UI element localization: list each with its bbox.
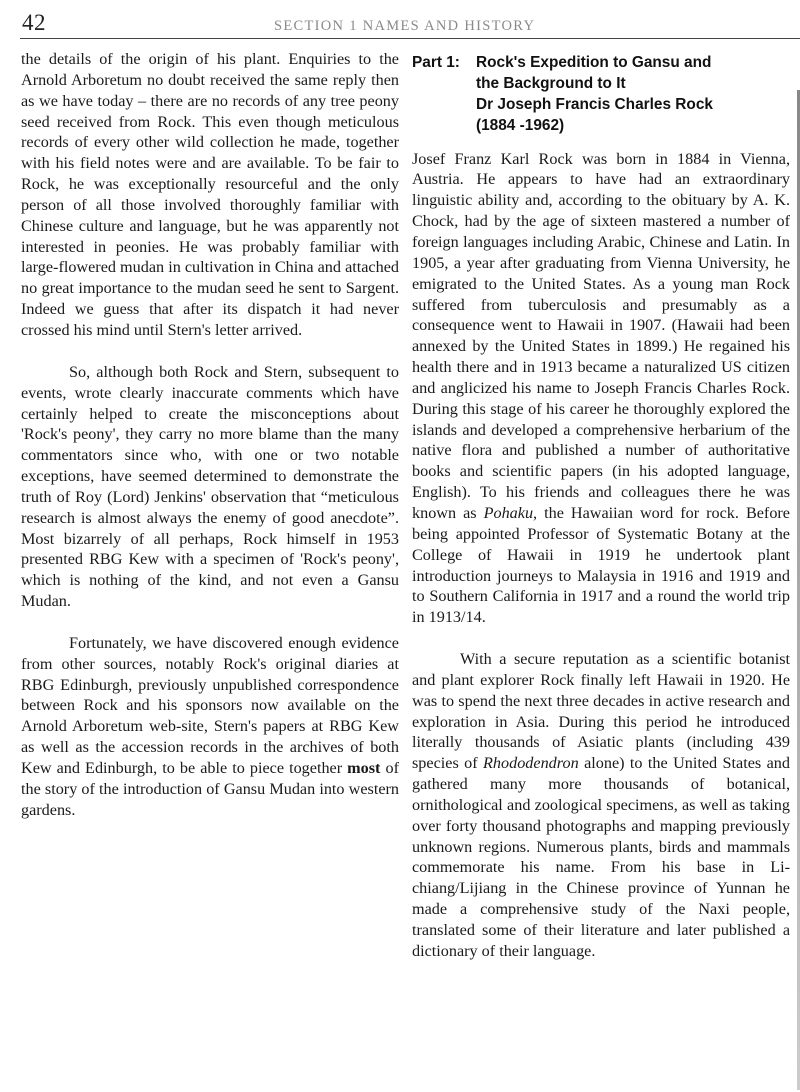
right-paragraph-2-italic: Rhododendron xyxy=(483,754,579,773)
left-paragraph-1: the details of the origin of his plant. Enquiries to the Arnold Arboretum no doubt received the same reply then as we have today – there are no records of any tree peony seed received from Rock. This even though meticulous records of every other wild collection he made, together with his field notes were and are available. To be fair to Rock, he was exceptionally resourceful and the only person of all those involved thoroughly familiar with Chinese culture and language, but he was apparently not interested in peonies. He was probably familiar with large-flowered mudan in cultivation in China and attached no great importance to the mudan seed he sent to Sargent. Indeed we guess that after its dispatch it had never crossed his mind until Stern's letter arrived. xyxy=(21,50,399,339)
header-rule xyxy=(20,38,800,39)
right-paragraph-2-text-a: With a secure reputation as a scientific botanist and plant explorer Rock finally left Hawaii in 1920. He was to spend the next three decades in active research and exploration in Asia. During this period he introduced literally thousands of Asiatic plants (including 439 species of xyxy=(412,650,790,773)
heading-line-1: Rock's Expedition to Gansu and xyxy=(476,54,712,71)
left-column xyxy=(21,49,399,821)
right-paragraph-1-text-b: , the Hawaiian word for rock. Before being appointed Professor of Systematic Botany at the College of Hawaii in 1919 he undertook plant introduction journeys to Malaysia in 1916 and 1919 and to Southern California in 1917 and a round the world trip in 1913/14. xyxy=(412,503,790,627)
right-paragraph-2 xyxy=(412,649,790,962)
heading-line-2: the Background to It xyxy=(476,74,626,92)
running-header: SECTION 1 NAMES AND HISTORY xyxy=(274,18,536,34)
right-paragraph-1-text-a: Josef Franz Karl Rock was born in 1884 in Vienna, Austria. He appears to have had an extraordinary linguistic ability and, according to the obituary by A. K. Chock, had by the age of sixteen mastered a number of foreign languages including Arabic, Chinese and Latin. In 1905, a year after graduating from Vienna University, he emigrated to the United States. As a young man Rock suffered from tuberculosis and presumably as a consequence went to Hawaii in 1907. (Hawaii had been annexed by the United States in 1899.) He regained his health there and in 1913 became a naturalized US citizen and anglicized his name to Joseph Francis Charles Rock. During this stage of his career he thoroughly explored the islands and developed a comprehensive herbarium of the native flora and published a number of authoritative books and scientific papers (in his adopted language, English). To his friends and colleagues there he was known as xyxy=(412,149,790,522)
left-paragraph-3-text-a: Fortunately, we have discovered enough evidence from other sources, notably Rock's original diaries at RBG Edinburgh, previously unpublished correspondence between Rock and his sponsors now available on the Arnold Arboretum web-site, Stern's papers at RBG Kew as well as the accession records in the archives of both Kew and Edinburgh, to be able to piece together xyxy=(21,633,399,777)
section-heading xyxy=(412,49,790,137)
left-paragraph-3-text-b: of the story of the introduction of Gansu Mudan into western gardens. xyxy=(21,759,399,819)
left-paragraph-2: So, although both Rock and Stern, subsequent to events, wrote clearly inaccurate comments which have certainly helped to create the misconceptions about 'Rock's peony', they carry no more blame than the many commentators since who, with one or two notable exceptions, have seemed determined to demonstrate the truth of Roy (Lord) Jenkins' observation that “meticulous research is almost always the enemy of good anecdote”. Most bizarrely of all perhaps, Rock himself in 1953 presented RBG Kew with a specimen of 'Rock's peony', which is nothing of the kind, and not even a Gansu Mudan. xyxy=(21,362,399,611)
right-paragraph-2-text-b: alone) to the United States and gathered many more thousands of botanical, ornithological and zoological specimens, as well as taking over forty thousand photographs and mapping previously unknown regions. Numerous plants, birds and mammals commemorate his name. From his base in Li-chiang/Lijiang in the Chinese province of Yunnan he made a comprehensive study of the Naxi people, translated some of their literature and later published a dictionary of their language. xyxy=(412,754,790,960)
right-column xyxy=(412,49,790,962)
right-paragraph-1-italic: Pohaku xyxy=(483,503,534,522)
right-paragraph-1 xyxy=(412,149,790,628)
heading-part-label: Part 1: xyxy=(412,54,460,71)
heading-line-3: Dr Joseph Francis Charles Rock xyxy=(476,95,713,113)
heading-line-4: (1884 -1962) xyxy=(476,116,565,134)
left-paragraph-3 xyxy=(21,633,399,821)
page-number: 42 xyxy=(22,10,46,35)
left-paragraph-3-bold: most xyxy=(347,759,381,777)
